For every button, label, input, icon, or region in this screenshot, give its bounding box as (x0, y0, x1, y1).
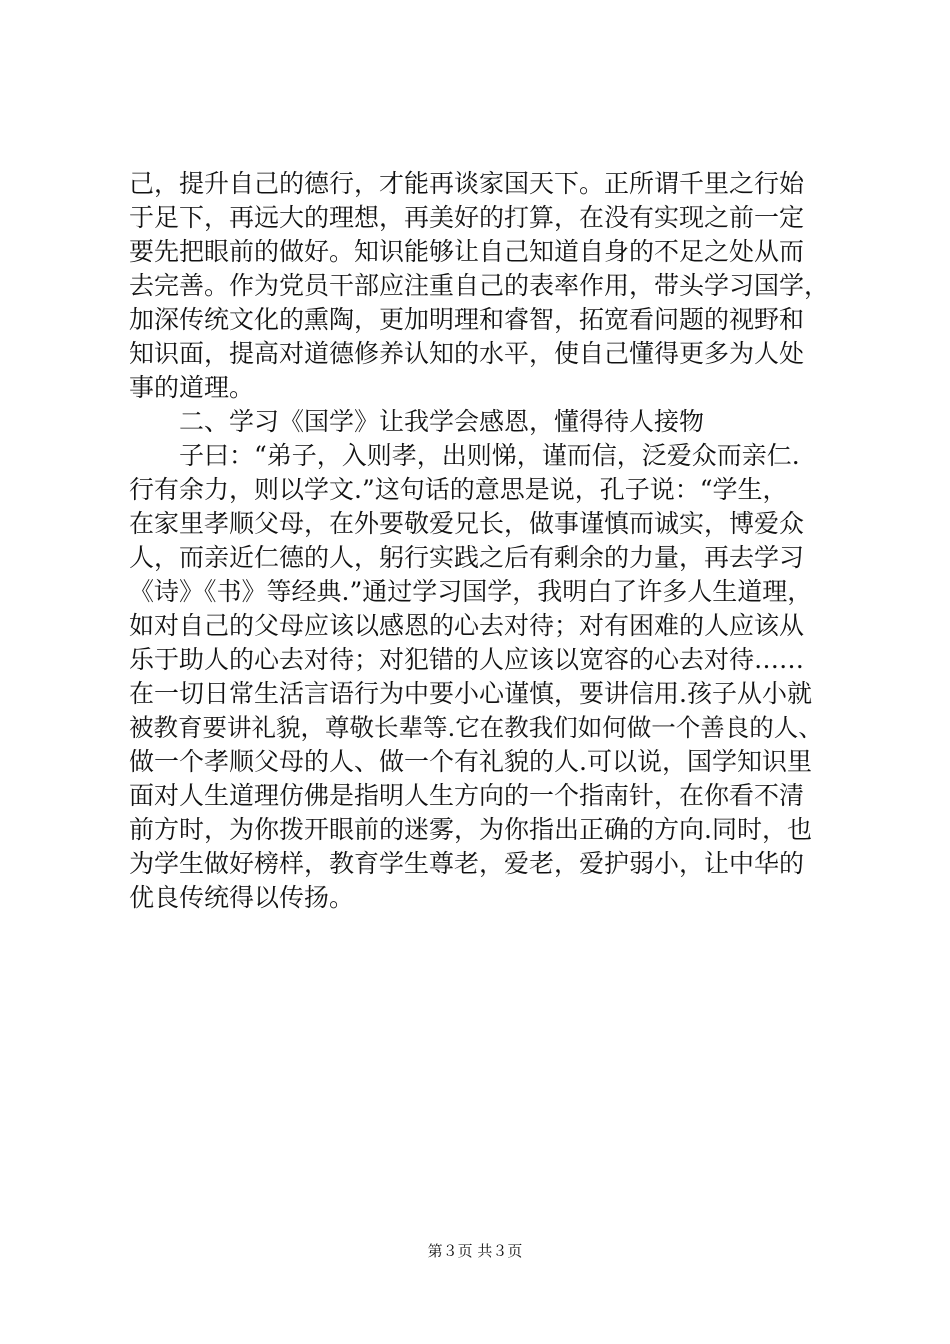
body-text-line: 在家里孝顺父母，在外要敬爱兄长，做事谨慎而诚实，博爱众 (129, 509, 805, 538)
page-number: 第３页 共３页 (427, 1242, 523, 1260)
body-text-line: 乐于助人的心去对待；对犯错的人应该以宽容的心去对待…… (129, 645, 805, 674)
body-text-line: 于足下，再远大的理想，再美好的打算，在没有实现之前一定 (129, 203, 805, 232)
body-text-line: 面对人生道理仿佛是指明人生方向的一个指南针，在你看不清 (129, 781, 805, 810)
body-text-line: 《诗》《书》等经典.”通过学习国学，我明白了许多人生道理， (129, 577, 813, 606)
body-text-line: 在一切日常生活言语行为中要小心谨慎，要讲信用.孩子从小就 (129, 679, 812, 708)
page-footer (0, 1240, 950, 1261)
body-text-line: 如对自己的父母应该以感恩的心去对待；对有困难的人应该从 (129, 611, 805, 640)
body-text-line: 要先把眼前的做好。知识能够让自己知道自身的不足之处从而 (129, 237, 805, 266)
body-text-line: 为学生做好榜样，教育学生尊老，爱老，爱护弱小，让中华的 (129, 849, 805, 878)
body-text-line: 去完善。作为党员干部应注重自己的表率作用，带头学习国学， (129, 271, 830, 300)
body-text-line: 子曰：“弟子，入则孝，出则悌，谨而信，泛爱众而亲仁. (129, 441, 800, 470)
body-text-line: 事的道理。 (129, 373, 255, 402)
document-body (129, 167, 829, 915)
body-text-line: 被教育要讲礼貌，尊敬长辈等.它在教我们如何做一个善良的人、 (129, 713, 823, 742)
body-text-line: 加深传统文化的熏陶，更加明理和睿智，拓宽看问题的视野和 (129, 305, 805, 334)
body-text-line: 优良传统得以传扬。 (129, 883, 355, 912)
section-heading: 二、学习《国学》让我学会感恩，懂得待人接物 (129, 407, 705, 436)
body-text-line: 知识面，提高对道德修养认知的水平，使自己懂得更多为人处 (129, 339, 805, 368)
body-text-line: 前方时，为你拨开眼前的迷雾，为你指出正确的方向.同时，也 (129, 815, 812, 844)
body-text-line: 行有余力，则以学文.”这句话的意思是说，孔子说：“学生， (129, 475, 788, 504)
body-text-line: 做一个孝顺父母的人、做一个有礼貌的人.可以说，国学知识里 (129, 747, 812, 776)
body-text-line: 己，提升自己的德行，才能再谈家国天下。正所谓千里之行始 (129, 169, 805, 198)
body-text-line: 人，而亲近仁德的人，躬行实践之后有剩余的力量，再去学习 (129, 543, 805, 572)
